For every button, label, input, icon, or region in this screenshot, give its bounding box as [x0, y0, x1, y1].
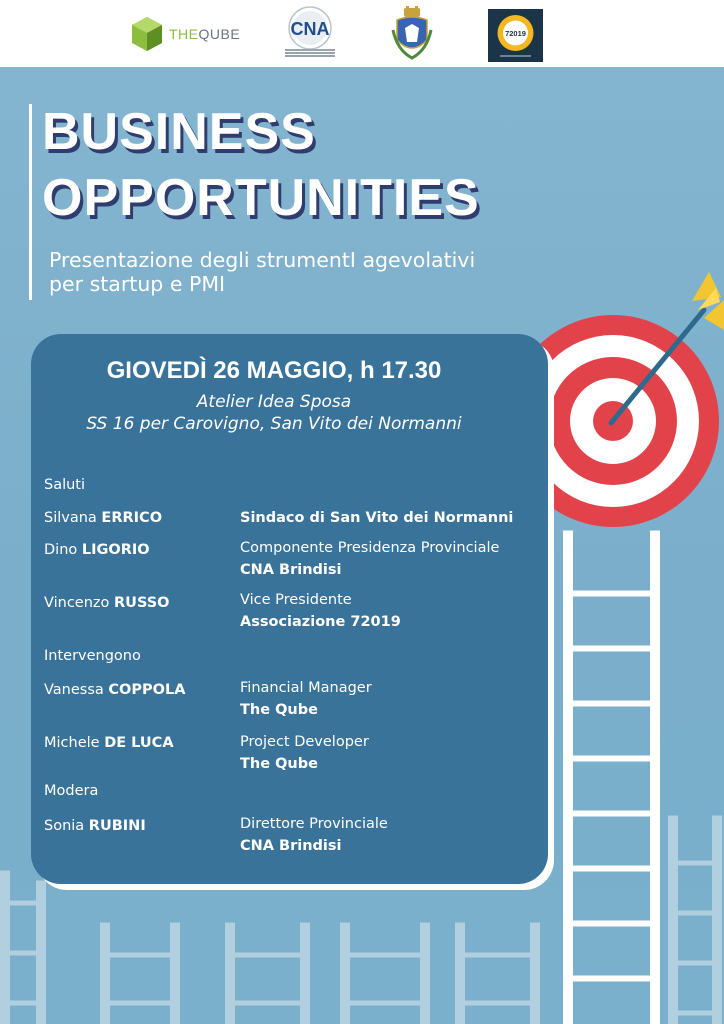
badge-72019-icon	[488, 9, 543, 62]
event-address: SS 16 per Carovigno, San Vito dei Normanni	[86, 414, 462, 434]
cna-logo	[279, 6, 341, 64]
event-date: GIOVEDÌ 26 MAGGIO, h 17.30	[106, 357, 442, 384]
badge-72019-text: 72019	[505, 29, 526, 38]
speaker-role: Project Developer The Qube	[240, 734, 369, 772]
section-label-saluti: Saluti	[44, 477, 86, 493]
city-crest-logo	[391, 6, 433, 62]
title-line-2: OPPORTUNITIES	[42, 169, 480, 227]
qube-logo-suffix: QUBE	[198, 26, 241, 42]
cna-logo-icon	[279, 6, 341, 50]
speaker-role: Sindaco di San Vito dei Normanni	[240, 510, 514, 526]
event-venue: Atelier Idea Sposa	[196, 392, 352, 412]
speaker-role: Vice Presidente Associazione 72019	[240, 592, 401, 630]
cna-logo-text: CNA	[290, 19, 330, 39]
speaker-name: Michele DE LUCA	[44, 735, 174, 751]
section-label-modera: Modera	[44, 783, 99, 799]
speaker-name: Dino LIGORIO	[44, 542, 150, 558]
subtitle-line-2: per startup e PMI	[49, 272, 226, 296]
qube-logo-prefix: THE	[169, 26, 199, 42]
speaker-role: Direttore Provinciale CNA Brindisi	[240, 816, 388, 854]
speaker-role: Financial Manager The Qube	[240, 680, 372, 718]
speaker-name: Vanessa COPPOLA	[44, 682, 186, 698]
speaker-name: Silvana ERRICO	[44, 510, 163, 526]
thequbelogo	[131, 16, 240, 52]
logo-bar	[0, 0, 724, 67]
section-label-intervengono: Intervengono	[44, 648, 141, 664]
speaker-name: Sonia RUBINI	[44, 818, 146, 834]
title-line-1: BUSINESS	[42, 103, 316, 161]
city-crest-icon	[391, 6, 433, 62]
subtitle-line-1: Presentazione degli strumentI agevolativi	[49, 248, 476, 272]
qube-cube-icon	[131, 16, 163, 52]
speaker-role: Componente Presidenza Provinciale CNA Brindisi	[240, 540, 500, 578]
associazione-72019-logo	[488, 9, 543, 62]
speaker-name: Vincenzo RUSSO	[44, 595, 170, 611]
title-accent-bar	[29, 104, 32, 300]
